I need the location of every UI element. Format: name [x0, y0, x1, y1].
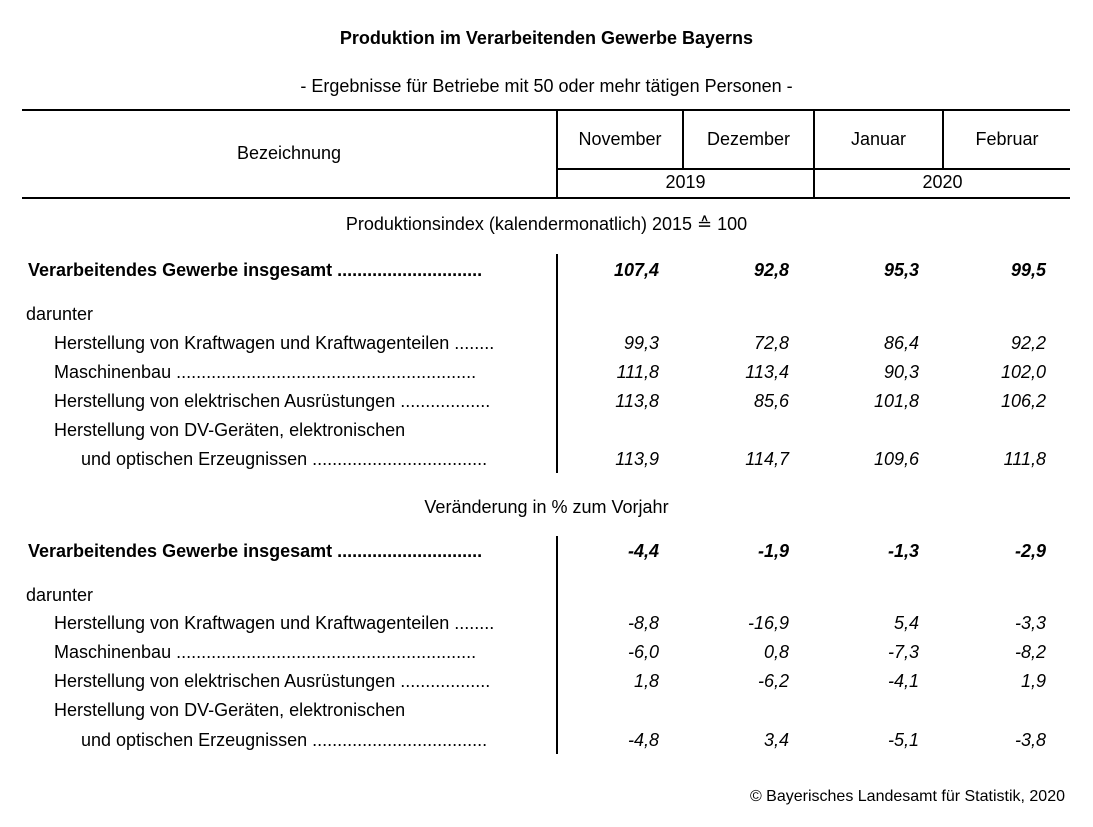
- row-value: 111,8: [1003, 449, 1046, 469]
- row-value: 111,8: [616, 362, 659, 382]
- row-label-optische-erzeugnisse: und optischen Erzeugnissen ...................................: [81, 730, 488, 750]
- row-value: 90,3: [883, 362, 919, 382]
- total-value-november: -4,4: [627, 541, 659, 561]
- row-value: 1,9: [1020, 671, 1046, 691]
- column-header-november: November: [578, 129, 662, 149]
- row-label-maschinenbau: Maschinenbau ............................................................: [54, 642, 477, 662]
- column-header-dezember: Dezember: [706, 129, 791, 149]
- row-value: -3,3: [1014, 613, 1046, 633]
- row-value: 106,2: [1000, 391, 1046, 411]
- row-value: 72,8: [753, 333, 789, 353]
- subheading-darunter: darunter: [26, 585, 94, 605]
- row-label-optische-erzeugnisse: und optischen Erzeugnissen ...................................: [81, 449, 488, 469]
- copyright-footer: © Bayerisches Landesamt für Statistik, 2020: [749, 788, 1065, 805]
- row-value: -8,8: [627, 613, 659, 633]
- row-value: 99,3: [623, 333, 659, 353]
- page-subtitle: - Ergebnisse für Betriebe mit 50 oder mehr tätigen Personen -: [300, 76, 793, 96]
- row-value: 102,0: [1000, 362, 1046, 382]
- row-value: -6,2: [757, 671, 789, 691]
- column-header-label: Bezeichnung: [236, 143, 342, 163]
- column-header-year-2019: 2019: [665, 172, 706, 192]
- total-value-november: 107,4: [613, 260, 659, 280]
- row-value: 101,8: [873, 391, 919, 411]
- row-value: -5,1: [887, 730, 919, 750]
- total-value-februar: -2,9: [1014, 541, 1046, 561]
- row-label-elektrische-ausruestungen: Herstellung von elektrischen Ausrüstungen ..................: [54, 671, 491, 691]
- section-heading-change: Veränderung in % zum Vorjahr: [424, 497, 669, 517]
- column-header-year-2020: 2020: [922, 172, 963, 192]
- row-label-kraftwagen: Herstellung von Kraftwagen und Kraftwagenteilen ........: [54, 333, 495, 353]
- total-row-label: Verarbeitendes Gewerbe insgesamt .............................: [28, 260, 483, 280]
- section-heading-index: Produktionsindex (kalendermonatlich) 2015 ≙ 100: [345, 214, 748, 234]
- row-value: -8,2: [1014, 642, 1046, 662]
- total-value-dezember: -1,9: [757, 541, 789, 561]
- row-value: -6,0: [627, 642, 659, 662]
- row-label-elektrische-ausruestungen: Herstellung von elektrischen Ausrüstungen ..................: [54, 391, 491, 411]
- row-value: -4,1: [887, 671, 919, 691]
- page-title: Produktion im Verarbeitenden Gewerbe Bayerns: [339, 28, 754, 48]
- row-value: 5,4: [893, 613, 919, 633]
- total-value-dezember: 92,8: [753, 260, 789, 280]
- total-row-label: Verarbeitendes Gewerbe insgesamt .............................: [28, 541, 483, 561]
- row-value: 114,7: [745, 449, 789, 469]
- row-label-dv-geraete: Herstellung von DV-Geräten, elektronischen: [54, 700, 406, 720]
- row-value: 113,4: [745, 362, 789, 382]
- row-value: 113,8: [615, 391, 659, 411]
- row-value: 1,8: [633, 671, 659, 691]
- subheading-darunter: darunter: [26, 304, 94, 324]
- column-header-februar: Februar: [975, 129, 1039, 149]
- row-value: 109,6: [873, 449, 919, 469]
- row-value: 86,4: [883, 333, 919, 353]
- row-value: -3,8: [1014, 730, 1046, 750]
- total-value-januar: -1,3: [887, 541, 919, 561]
- row-label-kraftwagen: Herstellung von Kraftwagen und Kraftwagenteilen ........: [54, 613, 495, 633]
- row-label-dv-geraete: Herstellung von DV-Geräten, elektronischen: [54, 420, 406, 440]
- header-top-rule: [22, 109, 1070, 111]
- row-label-maschinenbau: Maschinenbau ............................................................: [54, 362, 477, 382]
- row-value: -16,9: [747, 613, 789, 633]
- header-bottom-rule: [22, 197, 1070, 199]
- column-header-januar: Januar: [850, 129, 907, 149]
- row-value: 92,2: [1010, 333, 1046, 353]
- row-value: 3,4: [763, 730, 789, 750]
- row-value: 113,9: [615, 449, 659, 469]
- row-value: -7,3: [887, 642, 919, 662]
- total-value-februar: 99,5: [1010, 260, 1046, 280]
- row-value: 0,8: [763, 642, 789, 662]
- total-value-januar: 95,3: [883, 260, 919, 280]
- row-value: 85,6: [753, 391, 789, 411]
- row-value: -4,8: [627, 730, 659, 750]
